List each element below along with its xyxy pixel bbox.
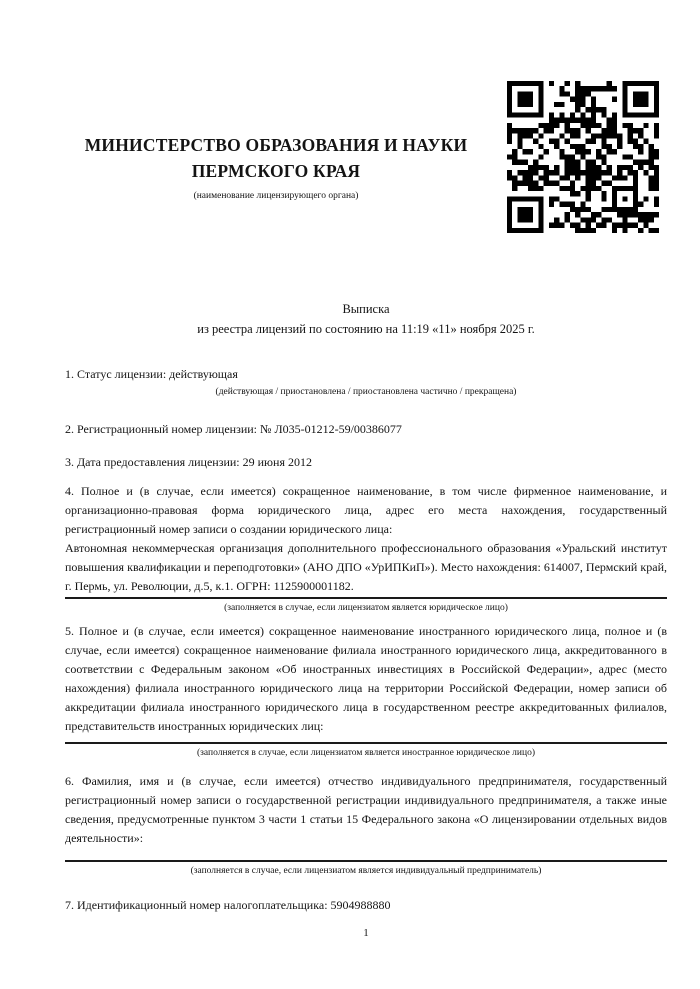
item-4-field-caption: (заполняется в случае, если лицензиатом является юридическое лицо) (224, 603, 508, 613)
authority-field-caption: (наименование лицензирующего органа) (193, 191, 359, 201)
page-number: 1 (363, 927, 369, 939)
item-6-fill-line (65, 860, 667, 862)
item-1-field-caption: (действующая / приостановлена / приостановлена частично / прекращена) (215, 387, 517, 397)
item-4-legal-entity-label: 4. Полное и (в случае, если имеется) сокращенное наименование, в том числе фирменное наименование, и организационно-правовая форма юридического лица, адрес его места нахождения, государственный регистрационный номер записи о создании юридического лица: (65, 484, 667, 536)
document-title: Выписка (342, 302, 390, 316)
ministry-name-line1: МИНИСТЕРСТВО ОБРАЗОВАНИЯ И НАУКИ (84, 135, 468, 155)
document-subtitle: из реестра лицензий по состоянию на 11:19 «11» ноября 2025 г. (197, 322, 535, 336)
item-6-entrepreneur-label: 6. Фамилия, имя и (в случае, если имеется) отчество индивидуального предпринимателя, государственный регистрационный номер записи о государственной регистрации индивидуального предпринимателя, а также иные сведения, предусмотренные пунктом 3 части 1 статьи 15 Федерального закона «О лицензировании отдельных видов деятельности»: (65, 774, 667, 845)
licensing-authority-header (55, 132, 497, 203)
item-2-registration-number: 2. Регистрационный номер лицензии: № Л035-01212-59/00386077 (65, 422, 402, 436)
item-7-taxpayer-id: 7. Идентификационный номер налогоплательщика: 5904988880 (65, 898, 391, 912)
item-5-foreign-entity-label: 5. Полное и (в случае, если имеется) сокращенное наименование иностранного юридического лица, полное и (в случае, если имеется) сокращенное наименование филиала иностранного юридического лица, аккредитованного в соответствии с Федеральным законом «Об иностранных инвестициях в Российской Федерации», адрес (место нахождения) филиала иностранного юридического лица на территории Российской Федерации, номер записи об аккредитации филиала иностранного юридического лица в государственном реестре аккредитованных филиалов, представительств иностранных юридических лиц: (65, 624, 667, 733)
ministry-name-line2: ПЕРМСКОГО КРАЯ (191, 161, 361, 181)
item-6-field-caption: (заполняется в случае, если лицензиатом является индивидуальный предприниматель) (190, 866, 542, 876)
item-3-grant-date: 3. Дата предоставления лицензии: 29 июня 2012 (65, 455, 312, 469)
item-5-field-caption: (заполняется в случае, если лицензиатом является иностранное юридическое лицо) (197, 748, 535, 758)
item-4-legal-entity-value: Автономная некоммерческая организация дополнительного профессионального образования «Уральский институт повышения квалификации и переподготовки» (АНО ДПО «УрИПКиП»). Место нахождения: 614007, Пермский край, г. Пермь, ул. Революции, д.5, к.1. ОГРН: 1125900001182. (65, 541, 667, 593)
document-title-block (65, 299, 667, 339)
item-5-fill-line (65, 742, 667, 744)
item-4-fill-line (65, 597, 667, 599)
item-1-license-status: 1. Статус лицензии: действующая (65, 367, 238, 381)
license-extract-body (65, 366, 667, 914)
qr-code-icon (507, 81, 659, 233)
